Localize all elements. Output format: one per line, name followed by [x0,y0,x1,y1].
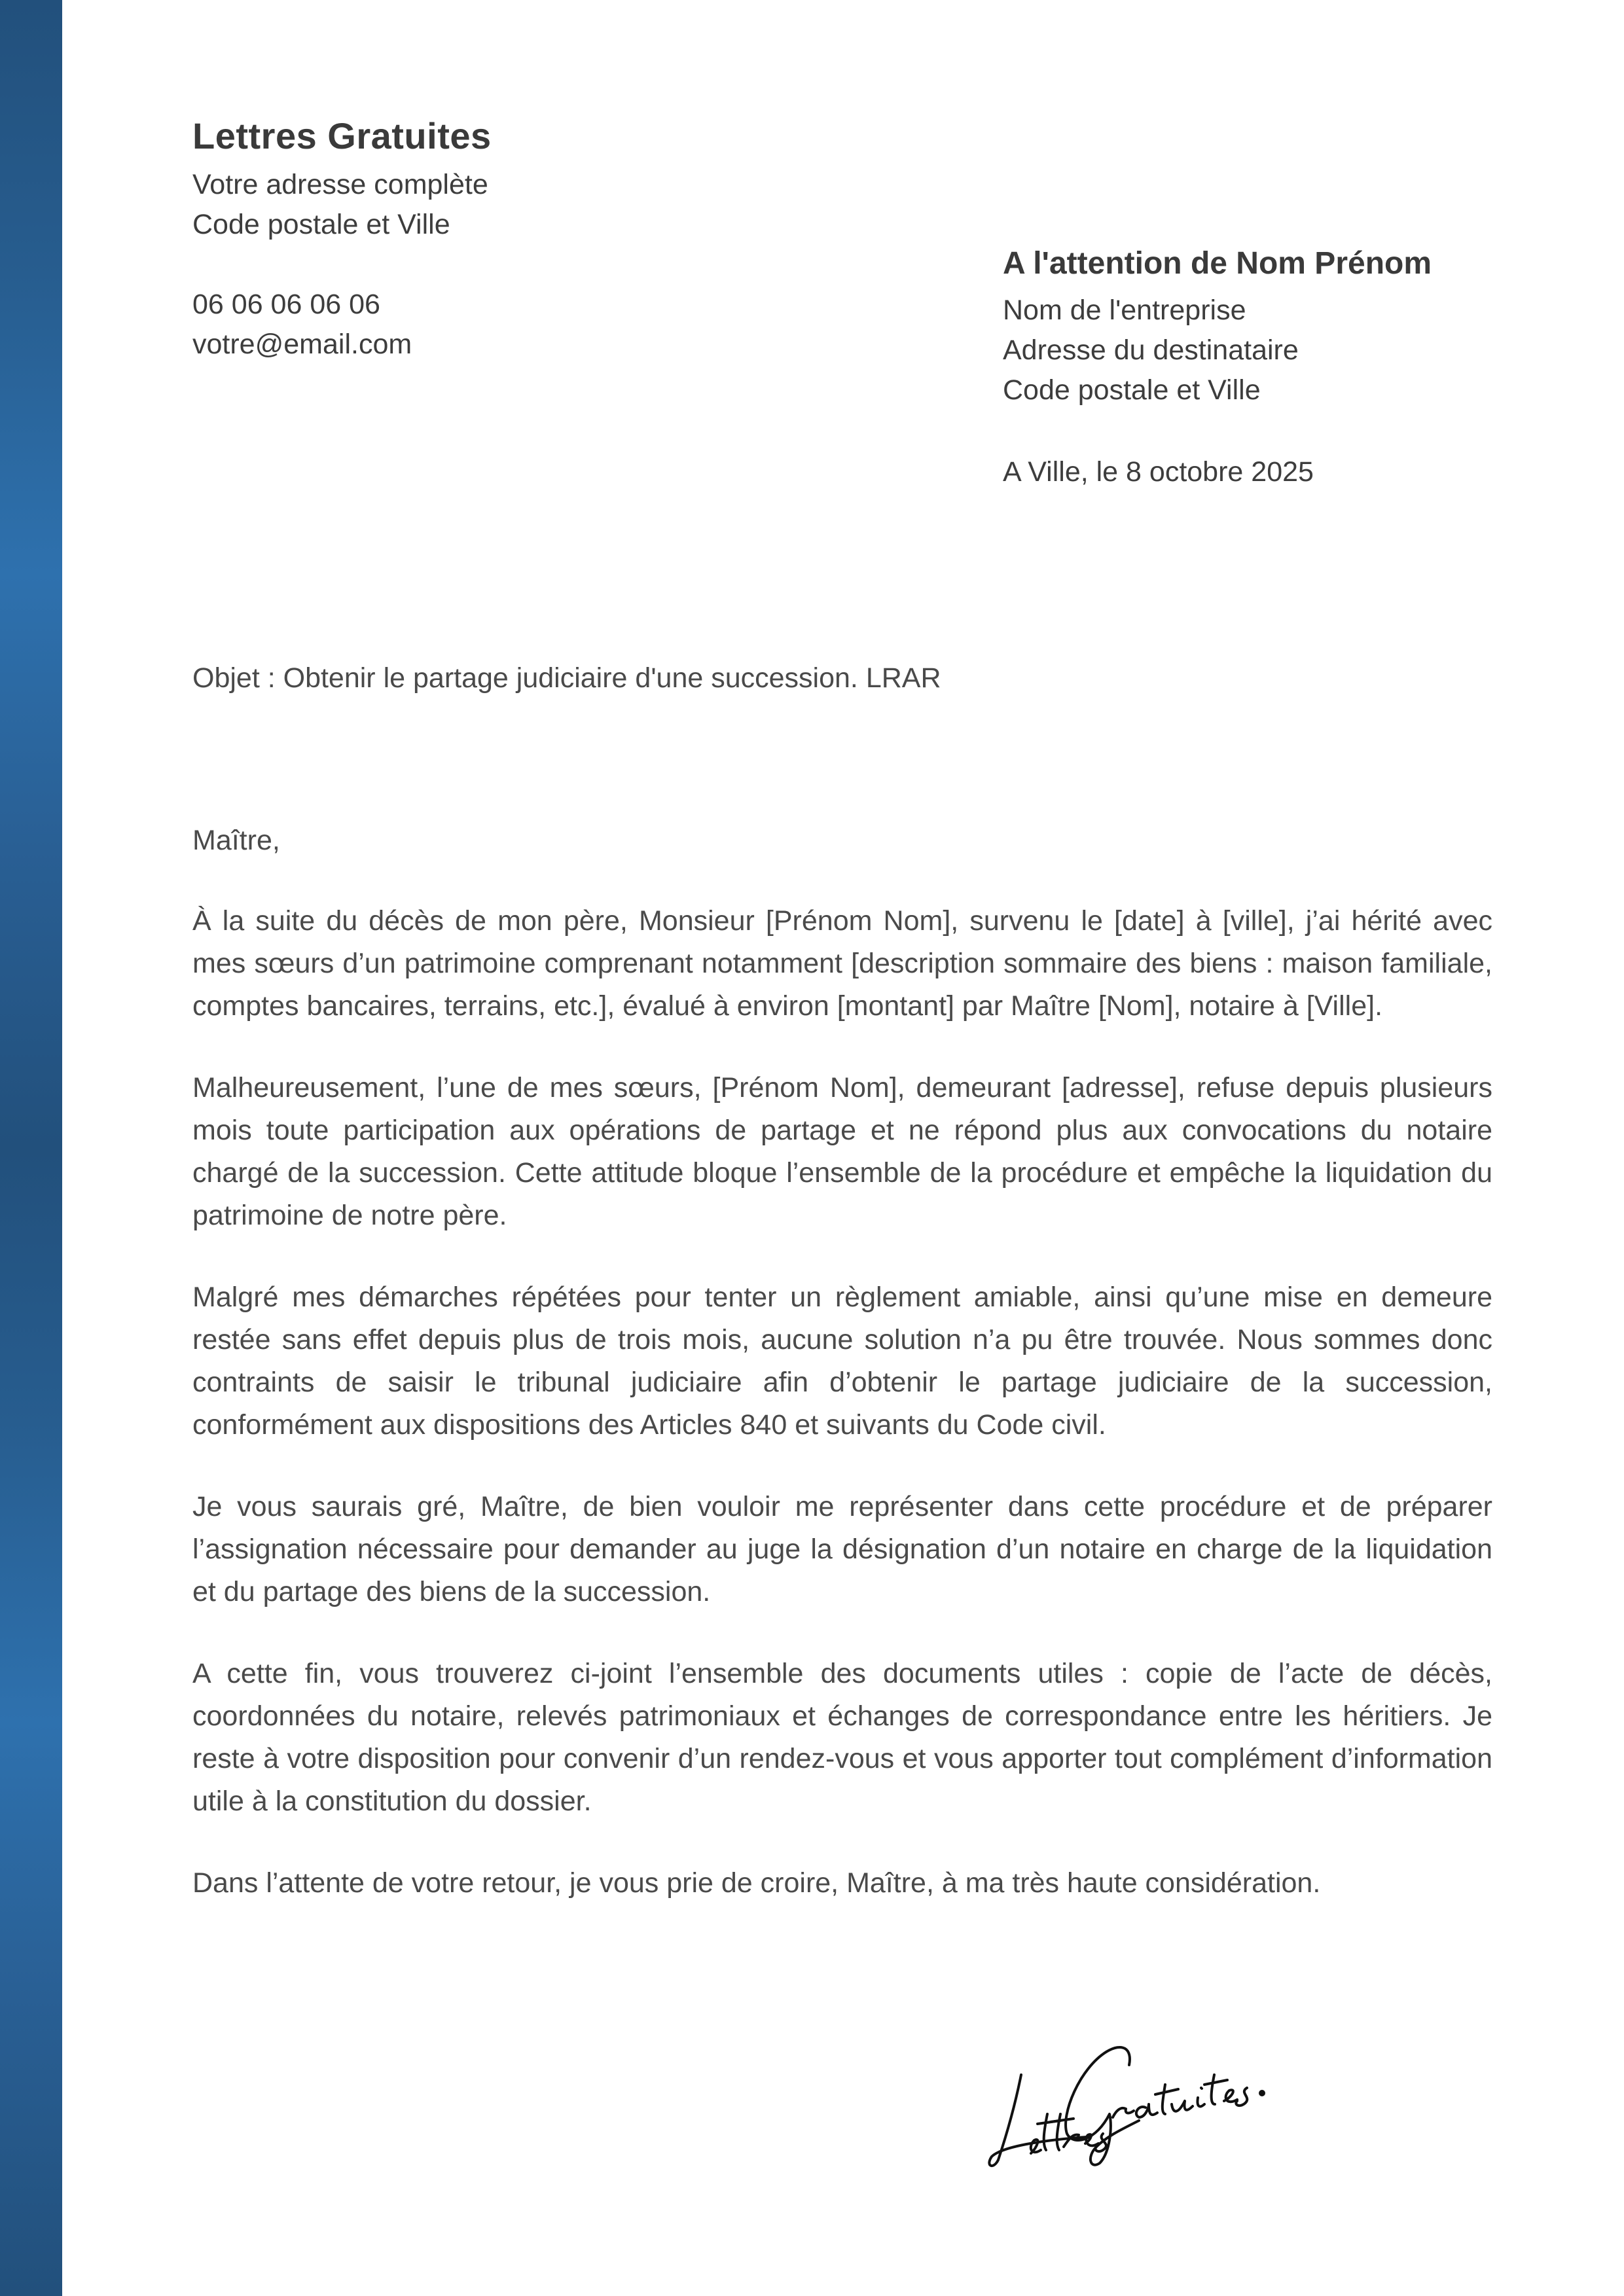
sender-address [192,165,782,245]
sender-address-line2: Code postale et Ville [192,209,450,240]
sender-block [192,110,782,365]
recipient-street: Adresse du destinataire [1003,334,1299,366]
recipient-block [1003,241,1592,492]
body-paragraph: Malheureusement, l’une de mes sœurs, [Prénom Nom], demeurant [adresse], refuse depuis plusieurs mois toute participation aux opérations de partage et ne répond plus aux convocations du notaire chargé de la succession. Cette attitude bloque l’ensemble de la procédure et empêche la liquidation du patrimoine de notre père. [192,1072,1492,1231]
recipient-attention: A l'attention de Nom Prénom [1003,246,1432,281]
recipient-address [1003,291,1592,410]
body-paragraph: Malgré mes démarches répétées pour tenter un règlement amiable, ainsi qu’une mise en demeure restée sans effet depuis plus de trois mois, aucune solution n’a pu être trouvée. Nous sommes donc contraints de saisir le tribunal judiciaire afin d’obtenir le partage judiciaire de la succession, conformément aux dispositions des Articles 840 et suivants du Code civil. [192,1282,1492,1441]
sender-name: Lettres Gratuites [192,115,492,156]
sender-contact [192,285,782,365]
sender-phone: 06 06 06 06 06 [192,289,380,320]
letter-subject: Objet : Obtenir le partage judiciaire d'une succession. LRAR [192,662,941,694]
body-paragraph: Je vous saurais gré, Maître, de bien vouloir me représenter dans cette procédure et de préparer l’assignation nécessaire pour demander au juge la désignation d’un notaire en charge de la liquidation et du partage des biens de la succession. [192,1491,1492,1607]
handwritten-signature [982,2022,1355,2173]
recipient-city: Code postale et Ville [1003,374,1261,406]
place-and-date: A Ville, le 8 octobre 2025 [1003,456,1314,488]
decorative-sidebar [0,0,62,2296]
letter-body [192,900,1492,1905]
letter-salutation: Maître, [192,825,280,856]
sender-address-line1: Votre adresse complète [192,169,488,200]
letter-closing: Dans l’attente de votre retour, je vous prie de croire, Maître, à ma très haute considération. [192,1867,1321,1899]
signature-icon [982,2022,1355,2173]
recipient-company: Nom de l'entreprise [1003,295,1246,326]
body-paragraph: A cette fin, vous trouverez ci-joint l’ensemble des documents utiles : copie de l’acte de décès, coordonnées du notaire, relevés patrimoniaux et échanges de correspondance entre les héritiers. Je reste à votre disposition pour convenir d’un rendez-vous et vous apporter tout complément d’information utile à la constitution du dossier. [192,1658,1492,1817]
sender-email: votre@email.com [192,329,412,360]
body-paragraph: À la suite du décès de mon père, Monsieur [Prénom Nom], survenu le [date] à [ville], j’ai hérité avec mes sœurs d’un patrimoine comprenant notamment [description sommaire des biens : maison familiale, comptes bancaires, terrains, etc.], évalué à environ [montant] par Maître [Nom], notaire à [Ville]. [192,905,1492,1022]
